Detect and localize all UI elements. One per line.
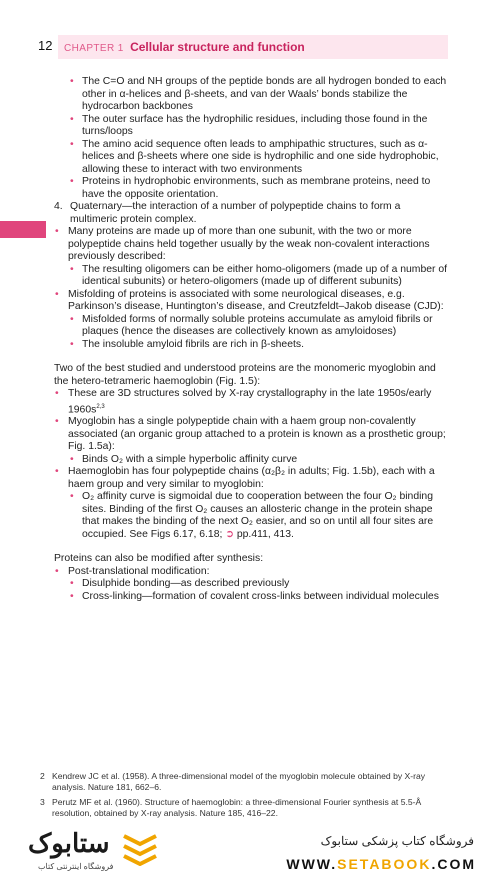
bullet-item: • The resulting oligomers can be either homo-oligomers (made up of a number of identical subunits) or hetero-oligomers (made up of different subunits) bbox=[54, 264, 450, 289]
bullet-item: • The insoluble amyloid fibrils are rich in β-sheets. bbox=[54, 339, 450, 352]
bullet-item: • The amino acid sequence often leads to amphipathic structures, such as α-helices and β-sheets where one side is hydrophilic and one side hydrophobic, allowing these to interact with two environments bbox=[54, 139, 450, 177]
bullet-item: • Misfolded forms of normally soluble proteins accumulate as amyloid fibrils or plaques (hence the diseases are collectively known as amyloidoses) bbox=[54, 314, 450, 339]
footnote-text: Kendrew JC et al. (1958). A three-dimensional model of the myoglobin molecule obtained by X-ray analysis. Nature 181, 662–6. bbox=[52, 771, 426, 792]
bullet-item: • Haemoglobin has four polypeptide chains (α₂β₂ in adults; Fig. 1.5b), each with a haem group and very similar to myoglobin: bbox=[54, 466, 450, 491]
page-number: 12 bbox=[38, 38, 53, 53]
footnote-text: Perutz MF et al. (1960). Structure of haemoglobin: a three-dimensional Fourier synthesis at 5.5-Å resolution, obtained by X-ray analysis. Nature 185, 416–22. bbox=[52, 797, 422, 818]
bullet-item: • The C=O and NH groups of the peptide bonds are all hydrogen bonded to each other in α-helices and β-sheets, and van der Waals’ bonds stabilize the hydrocarbon backbones bbox=[54, 76, 450, 114]
paragraph: Proteins can also be modified after synthesis: bbox=[54, 553, 264, 565]
chapter-title: Cellular structure and function bbox=[130, 40, 305, 54]
chapter-header bbox=[64, 40, 305, 54]
bullet-item: • The outer surface has the hydrophilic residues, including those found in the turns/loops bbox=[54, 114, 450, 139]
bullet-item: • Binds O₂ with a simple hyperbolic affinity curve bbox=[54, 454, 450, 467]
cross-reference-arrow-icon: ➲ bbox=[225, 528, 234, 540]
footnote-ref[interactable]: 2,3 bbox=[96, 403, 105, 410]
footnote bbox=[40, 797, 452, 819]
url-prefix: WWW. bbox=[286, 856, 338, 872]
footnote-number: 2 bbox=[40, 771, 45, 781]
store-url[interactable] bbox=[286, 856, 476, 872]
body-text bbox=[54, 76, 450, 603]
footnote bbox=[40, 771, 452, 793]
bullet-item bbox=[54, 388, 450, 416]
logo-text: ستابوک bbox=[28, 828, 110, 858]
paragraph: Two of the best studied and understood proteins are the monomeric myoglobin and the hetero-tetrameric haemoglobin (Fig. 1.5): bbox=[54, 363, 436, 387]
bullet-item: • Proteins in hydrophobic environments, such as membrane proteins, need to have the opposite orientation. bbox=[54, 176, 450, 201]
cross-reference-link[interactable]: pp.411, 413. bbox=[236, 528, 294, 540]
bullet-item: • Post-translational modification: bbox=[54, 566, 450, 579]
item-text: Quaternary—the interaction of a number of polypeptide chains to form a multimeric protein complex. bbox=[70, 201, 401, 225]
footnotes bbox=[40, 771, 452, 823]
numbered-item bbox=[54, 201, 450, 226]
logo-subtitle: فروشگاه اینترنتی کتاب bbox=[38, 862, 114, 871]
chevron-logo-icon bbox=[120, 830, 160, 866]
url-suffix: .COM bbox=[431, 856, 476, 872]
footnote-number: 3 bbox=[40, 797, 45, 807]
store-name: فروشگاه کتاب پزشکی ستابوک bbox=[320, 834, 474, 848]
item-text: These are 3D structures solved by X-ray crystallography in the late 1950s/early 1960s bbox=[68, 388, 432, 415]
item-number: 4. bbox=[54, 201, 63, 212]
bullet-item: • Disulphide bonding—as described previously bbox=[54, 578, 450, 591]
bullet-item: • Cross-linking—formation of covalent cross-links between individual molecules bbox=[54, 591, 450, 604]
side-tab-marker bbox=[0, 221, 46, 238]
bullet-item bbox=[54, 491, 450, 541]
bullet-item: • Misfolding of proteins is associated with some neurological diseases, e.g. Parkinson’s disease, Huntington’s disease, and Creutzfeldt–Jakob disease (CJD): bbox=[54, 289, 450, 314]
chapter-label: CHAPTER 1 bbox=[64, 43, 124, 54]
bullet-item: • Myoglobin has a single polypeptide chain with a haem group non-covalently associated (an organic group attached to a protein is known as a prosthetic group; Fig. 1.5a): bbox=[54, 416, 450, 454]
item-text: O₂ affinity curve is sigmoidal due to cooperation between the four O₂ binding sites. Binding of the first O₂ causes an allosteric change in the protein shape that makes the binding of the next O₂ easier, and so on until all four sites are occupied. See Figs 6.17, 6.18; bbox=[82, 491, 434, 540]
url-accent: SETABOOK bbox=[337, 856, 432, 872]
bullet-item: • Many proteins are made up of more than one subunit, with the two or more polypeptide chains held together usually by the weak non-covalent interactions previously described: bbox=[54, 226, 450, 264]
